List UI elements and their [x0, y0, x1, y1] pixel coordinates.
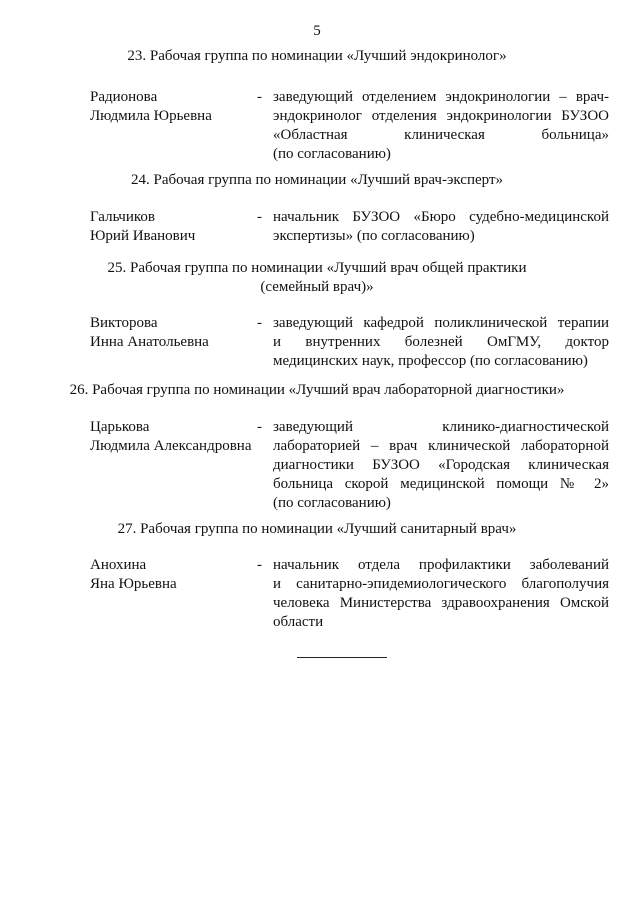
member-dash: - [257, 315, 262, 331]
position-line: больница скорой медицинской помощи № 2» [273, 476, 609, 492]
member-surname: Анохина [90, 557, 147, 573]
position-line: человека Министерства здравоохранения Омской [273, 595, 609, 611]
member-surname: Гальчиков [90, 209, 155, 225]
member-position [273, 88, 609, 164]
position-line: заведующий отделением эндокринологии – врач- [273, 89, 609, 105]
position-line: лабораторией – врач клинической лабораторной [273, 438, 609, 454]
working-group-24 [0, 171, 634, 246]
group-member [0, 418, 634, 513]
position-line: заведующий клинико-диагностической [273, 419, 609, 435]
position-line: и внутренних болезней ОмГМУ, доктор [273, 334, 609, 350]
member-given-names: Яна Юрьевна [90, 576, 177, 592]
group-title: 24. Рабочая группа по номинации «Лучший врач-эксперт» [131, 172, 503, 188]
member-position [273, 418, 609, 513]
member-dash: - [257, 89, 262, 105]
working-group-25 [0, 259, 634, 371]
member-surname: Викторова [90, 315, 158, 331]
member-given-names: Инна Анатольевна [90, 334, 209, 350]
member-position [273, 556, 609, 632]
group-member [0, 208, 634, 246]
position-line: начальник БУЗОО «Бюро судебно-медицинской [273, 209, 609, 225]
working-group-23 [0, 47, 634, 164]
end-of-list-rule [297, 657, 387, 658]
position-line: и санитарно-эпидемиологического благополучия [273, 576, 609, 592]
group-title: 27. Рабочая группа по номинации «Лучший санитарный врач» [117, 521, 517, 537]
position-line: (по согласованию) [273, 146, 391, 162]
member-name [90, 418, 260, 456]
member-name [90, 88, 260, 126]
page-number: 5 [313, 23, 321, 39]
member-surname: Царькова [90, 419, 150, 435]
position-line: диагностики БУЗОО «Городская клиническая [273, 457, 609, 473]
group-member [0, 314, 634, 371]
member-name [90, 314, 260, 352]
member-position [273, 208, 609, 246]
group-member [0, 88, 634, 164]
working-group-27 [0, 520, 634, 632]
position-line: (по согласованию) [273, 495, 391, 511]
position-line: экспертизы» (по согласованию) [273, 228, 475, 244]
group-title-line: 25. Рабочая группа по номинации «Лучший врач общей практики [107, 260, 527, 276]
position-line: эндокринолог отделения эндокринологии БУЗОО [273, 108, 609, 124]
position-line: «Областная клиническая больница» [273, 127, 609, 143]
member-given-names: Людмила Александровна [90, 438, 252, 454]
position-line: начальник отдела профилактики заболеваний [273, 557, 609, 573]
member-dash: - [257, 557, 262, 573]
group-title-line: (семейный врач)» [260, 279, 374, 295]
position-line: медицинских наук, профессор (по согласованию) [273, 353, 588, 369]
member-dash: - [257, 419, 262, 435]
group-member [0, 556, 634, 632]
position-line: заведующий кафедрой поликлинической терапии [273, 315, 609, 331]
member-name [90, 556, 260, 594]
member-given-names: Юрий Иванович [90, 228, 196, 244]
group-title: 26. Рабочая группа по номинации «Лучший врач лабораторной диагностики» [69, 382, 565, 398]
member-given-names: Людмила Юрьевна [90, 108, 212, 124]
group-title: 23. Рабочая группа по номинации «Лучший эндокринолог» [127, 48, 507, 64]
member-position [273, 314, 609, 371]
member-surname: Радионова [90, 89, 158, 105]
group-title [0, 259, 634, 297]
member-name [90, 208, 260, 246]
position-line: области [273, 614, 324, 630]
member-dash: - [257, 209, 262, 225]
working-group-26 [0, 381, 634, 513]
